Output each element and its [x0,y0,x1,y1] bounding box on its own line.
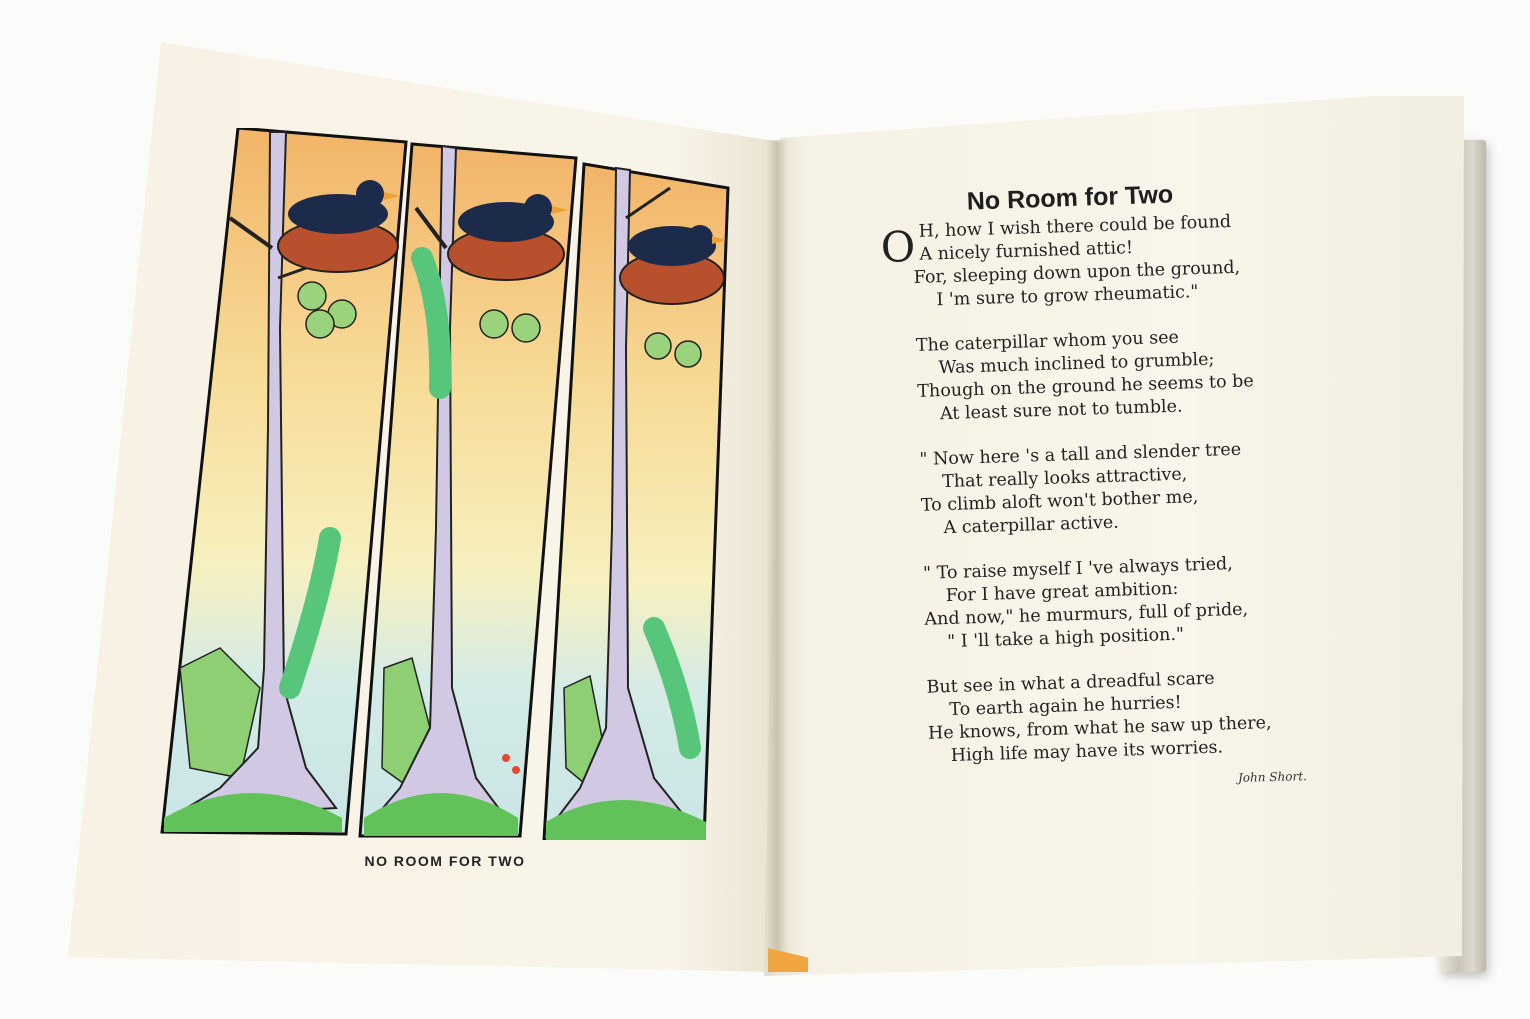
stanza [891,550,1334,656]
poem-line: For I have great ambition: [945,578,1179,607]
poem-body [880,208,1338,792]
poem-author: John Short. [1237,769,1308,785]
poem-line: He knows, from what he saw up there, [927,712,1272,744]
drop-cap: O [880,221,916,272]
poem-line: That really looks attractive, [941,464,1188,493]
poem-line: The caterpillar whom you see [915,327,1180,356]
poem-line: High life may have its worries. [950,737,1224,767]
poem-title: No Room for Two [966,180,1174,216]
poem-line: To climb aloft won't bother me, [920,487,1199,516]
poem-line: I 'm sure to grow rheumatic." [936,282,1199,311]
stanza [884,322,1327,428]
poem-line: At least sure not to tumble. [939,396,1183,425]
illustration-caption: NO ROOM FOR TWO [364,853,526,869]
illustration [160,128,730,840]
poem-line: For, sleeping down upon the ground, [913,257,1241,288]
poem-line: " To raise myself I 've always tried, [922,554,1234,584]
poem-line: But see in what a dreadful scare [926,668,1215,698]
poem-line: Though on the ground he seems to be [917,371,1255,402]
book-gutter [766,140,788,960]
poem-line: " Now here 's a tall and slender tree [919,439,1242,470]
poem-line: And now," he murmurs, full of pride, [924,599,1249,630]
panel-3 [544,164,728,840]
stanza [880,208,1323,314]
poem-line: To earth again he hurries! [949,692,1182,721]
poem-line: " I 'll take a high position." [946,624,1185,653]
poem-line: A caterpillar active. [943,512,1120,539]
poem-line: A nicely furnished attic! [919,238,1134,265]
stanza [887,436,1330,542]
poem-line: H, how I wish there could be found [918,211,1232,242]
stanza [894,664,1337,770]
poem-line: Was much inclined to grumble; [938,349,1215,379]
